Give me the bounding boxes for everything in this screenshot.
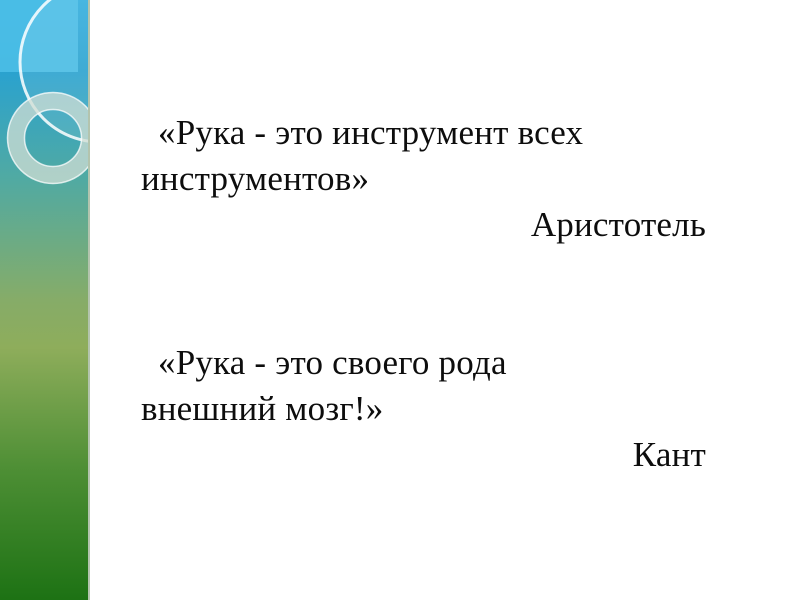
quote2-line2: внешний мозг!» [141,389,384,428]
sidebar-graphic [0,0,88,600]
quotes-block [141,110,706,478]
quote2-line1: «Рука - это своего рода [158,343,507,382]
sidebar-decoration [0,0,90,600]
quote1-line1: «Рука - это инструмент всех [158,113,584,152]
spacer [141,248,706,340]
quote1-line2: инструментов» [141,159,370,198]
quote2-author: Кант [632,435,706,474]
quote1-author: Аристотель [530,205,706,244]
